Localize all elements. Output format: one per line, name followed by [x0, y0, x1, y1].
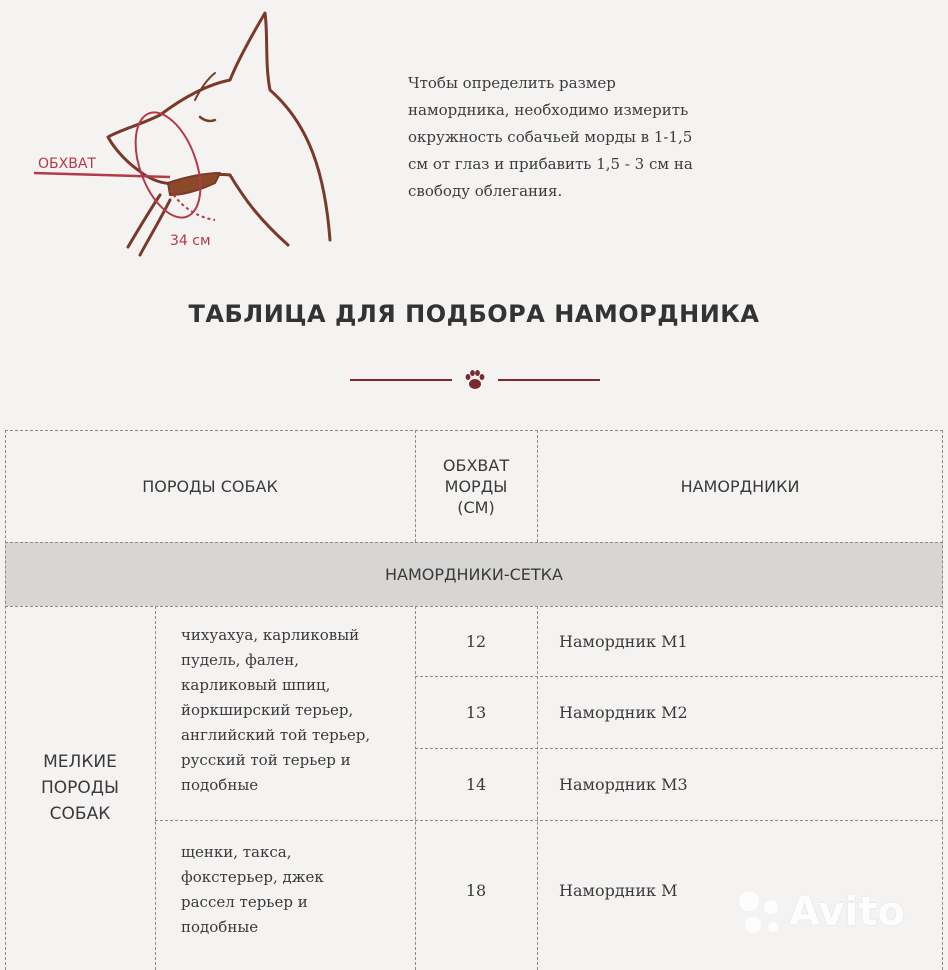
grid-line [942, 430, 943, 970]
grid-line [5, 542, 943, 543]
grid-line [155, 820, 943, 821]
grid-line [415, 430, 416, 542]
section-band: НАМОРДНИКИ-СЕТКА [5, 542, 943, 606]
group-small-breeds: МЕЛКИЕ ПОРОДЫ СОБАК [40, 752, 120, 824]
grid-line [155, 606, 156, 970]
header-muzzles: НАМОРДНИКИ [680, 476, 800, 496]
header-girth: ОБХВАТ МОРДЫ (СМ) [442, 455, 510, 517]
page-title: ТАБЛИЦА ДЛЯ ПОДБОРА НАМОРДНИКА [188, 300, 760, 328]
grid-line [5, 430, 943, 431]
girth-value: 13 [465, 702, 487, 722]
muzzle-name: Намордник М3 [559, 774, 688, 794]
girth-value: 14 [465, 774, 487, 794]
avito-logo-icon [735, 887, 787, 939]
title-divider [350, 365, 600, 395]
avito-watermark [735, 885, 930, 940]
muzzle-name: Намордник М [559, 880, 678, 900]
girth-value: 18 [465, 880, 487, 900]
grid-line [5, 606, 943, 607]
grid-line [415, 676, 943, 677]
header-breeds: ПОРОДЫ СОБАК [142, 476, 278, 496]
subgroup-small-breeds: щенки, такса, фокстерьер, джек рассел терьер и подобные [181, 843, 324, 936]
instruction-text: Чтобы определить размер намордника, необходимо измерить окружность собачьей морды в 1-1,5 см от глаз и прибавить 1,5 - 3 см на свободу облегания. [408, 74, 693, 200]
size-label: 34 см [170, 233, 211, 249]
grid-line [415, 748, 943, 749]
subgroup-toy-breeds: чихуахуа, карликовый пудель, фален, карликовый шпиц, йоркширский терьер, английский той терьер, русский той терьер и подобные [181, 625, 371, 794]
paw-icon [462, 367, 488, 393]
muzzle-name: Намордник М1 [559, 631, 688, 651]
divider-line-right [498, 379, 600, 381]
watermark-text: Avito [789, 889, 905, 935]
divider-line-left [350, 379, 452, 381]
girth-label: ОБХВАТ [38, 156, 96, 172]
muzzle-name: Намордник М2 [559, 702, 688, 722]
grid-line [537, 606, 538, 970]
grid-line [5, 430, 6, 970]
grid-line [415, 606, 416, 970]
dog-muzzle-illustration [20, 5, 350, 275]
grid-line [537, 430, 538, 542]
girth-value: 12 [465, 631, 487, 651]
